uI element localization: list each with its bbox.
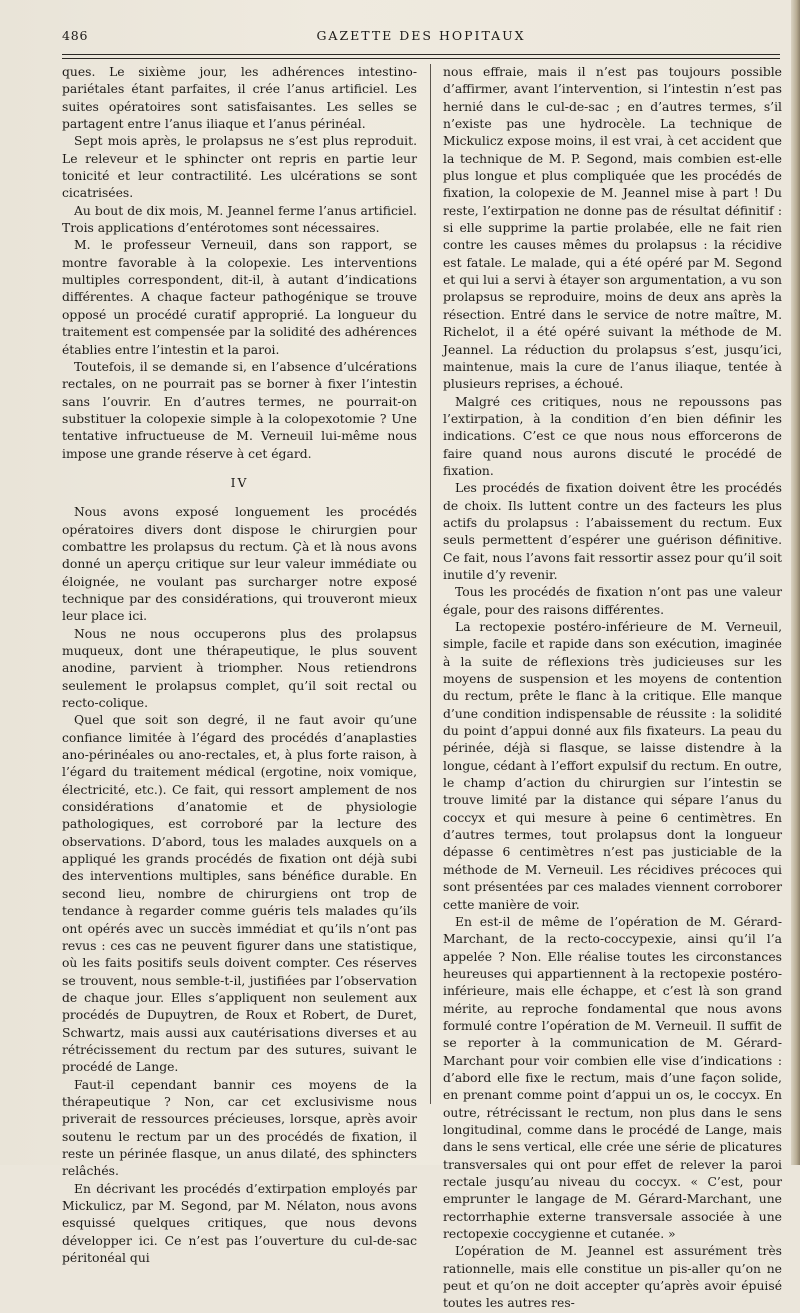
running-title: GAZETTE DES HOPITAUX <box>316 28 526 43</box>
paragraph: Malgré ces critiques, nous ne repoussons pas l’extirpation, à la condition d’en bien définir les indications. C’est ce que nous nous efforcerons de faire quand nous aurons discuté le procédé de fixation. <box>443 394 782 478</box>
paragraph: La rectopexie postéro-inférieure de M. Verneuil, simple, facile et rapide dans son exécution, imaginée à la suite de réflexions très judicieuses sur les moyens de suspension et les moyens de contention du rectum, prête le flanc à la critique. Elle manque d’une condition indispensable de réussite : la solidité du point d’appui donné aux fils fixateurs. La peau du périnée, déjà si flasque, se laisse distendre à la longue, cédant à l’effort expulsif du rectum. En outre, le champ d’action du chirurgien sur l’intestin se trouve limité par la distance qui sépare l’anus du coccyx et qui mesure à peine 6 centimètres. En d’autres termes, tout prolapsus dont la longueur dépasse 6 centimètres n’est pas justiciable de la méthode de M. Verneuil. Les récidives précoces qui sont présentées par ces malades viennent corroborer cette manière de voir. <box>443 620 782 912</box>
paragraph: Quel que soit son degré, il ne faut avoir qu’une confiance limitée à l’égard des procédés d’anaplasties ano-périnéales ou ano-rectales, et, à plus forte raison, à l’égard du traitement médical (ergotine, noix vomique, électricité, etc.). Ce fait, qui ressort amplement de nos considérations d’anatomie et de physiologie pathologiques, est corroboré par la lecture des observations. D’abord, tous les malades auxquels on a appliqué les grands procédés de fixation ont déjà subi des interventions multiples, sans bénéfice durable. En second lieu, nombre de chirurgiens ont trop de tendance à regarder comme guéris tels malades qu’ils ont opérés avec un succès immédiat et qu’ils n’ont pas revus : ces cas ne peuvent figurer dans une statistique, où les faits positifs seuls doivent compter. Ces réserves se trouvent, nous semble-t-il, justifiées par l’observation de chaque jour. Elles s’appliquent non seulement aux procédés de Dupuytren, de Roux et Robert, de Duret, Schwartz, mais aussi aux cautérisations diverses et au rétrécissement du rectum par des sutures, suivant le procédé de Lange. <box>62 713 417 1075</box>
paragraph: ques. Le sixième jour, les adhérences intestino-pariétales étant parfaites, il crée l’anus artificiel. Les suites opératoires sont satisfaisantes. Les selles se partagent entre l’anus iliaque et l’anus périnéal. <box>62 65 417 132</box>
paragraph: Les procédés de fixation doivent être les procédés de choix. Ils luttent contre un des facteurs les plus actifs du prolapsus : l’abaissement du rectum. Eux seuls permettent d’espérer une guérison définitive. Ce fait, nous l’avons fait ressortir assez pour qu’il soit inutile d’y revenir. <box>443 481 782 582</box>
paragraph: Tous les procédés de fixation n’ont pas une valeur égale, pour des raisons différentes. <box>443 585 782 617</box>
paragraph: Nous ne nous occuperons plus des prolapsus muqueux, dont une thérapeutique, le plus souvent anodine, parvient à triompher. Nous retiendrons seulement le prolapsus complet, qu’il soit rectal ou recto-colique. <box>62 626 417 711</box>
left-column <box>62 64 417 1266</box>
paragraph: M. le professeur Verneuil, dans son rapport, se montre favorable à la colopexie. Les interventions multiples correspondent, dit-il, à autant d’indications différentes. A chaque facteur pathogénique se trouve opposé un procédé curatif approprié. La longueur du traitement est compensée par la solidité des adhérences établies entre l’intestin et la paroi. <box>62 238 417 357</box>
paragraph: Nous avons exposé longuement les procédés opératoires divers dont dispose le chirurgien pour combattre les prolapsus du rectum. Çà et là nous avons donné un aperçu critique sur leur valeur immédiate ou éloignée, ne voulant pas surcharger notre exposé technique par des considérations, qui trouveront mieux leur place ici. <box>62 505 417 624</box>
paragraph: En décrivant les procédés d’extirpation employés par Mickulicz, par M. Segond, par M. Nélaton, nous avons esquissé quelques critiques, que nous devons développer ici. Ce n’est pas l’ouverture du cul-de-sac péritonéal qui <box>62 1181 417 1266</box>
paragraph: Toutefois, il se demande si, en l’absence d’ulcérations rectales, on ne pourrait pas se borner à fixer l’intestin sans l’ouvrir. En d’autres termes, ne pourrait-on substituer la colopexie simple à la colopexotomie ? Une tentative infructueuse de M. Verneuil lui-même nous impose une grande réserve à cet égard. <box>62 359 417 461</box>
paragraph: En est-il de même de l’opération de M. Gérard-Marchant, de la recto-coccypexie, ainsi qu’il l’a appelée ? Non. Elle réalise toutes les circonstances heureuses qui appartiennent à la rectopexie postéro-inférieure, mais elle échappe, et c’est là son grand mérite, au reproche fondamental que nous avons formulé contre l’opération de M. Verneuil. Il suffit de se reporter à la communication de M. Gérard-Marchant pour voir combien elle vise d’indications : d’abord elle fixe le rectum, mais d’une façon solide, en prenant comme point d’appui un os, le coccyx. En outre, rétrécissant le rectum, non plus dans le sens longitudinal, comme dans le procédé de Lange, mais dans le sens vertical, elle crée une série de plicatures transversales qui ont pour effet de relever la paroi rectale jusqu’au niveau du coccyx. « C’est, pour emprunter le langage de M. Gérard-Marchant, une rectorrhaphie externe transversale associée à une rectopexie coccygienne et cutanée. » <box>443 914 782 1242</box>
header-rule-thick <box>62 54 780 55</box>
paragraph: nous effraie, mais il n’est pas toujours possible d’affirmer, avant l’intervention, si l’intestin n’est pas hernié dans le cul-de-sac ; en d’autres termes, s’il n’existe pas une hydrocèle. La technique de Mickulicz expose moins, il est vrai, à cet accident que la technique de M. P. Segond, mais combien est-elle plus longue et plus compliquée que les procédés de fixation, la colopexie de M. Jeannel mise à part ! Du reste, l’extirpation ne donne pas de résultat définitif : si elle supprime la partie prolabée, elle ne fait rien contre les causes mêmes du prolapsus : la récidive est fatale. Le malade, qui a été opéré par M. Segond et qui lui a servi à étayer son argumentation, a vu son prolapsus se reproduire, moins de deux ans après la résection. Entré dans le service de notre maître, M. Richelot, il a été opéré suivant la méthode de M. Jeannel. La réduction du prolapsus s’est, jusqu’ici, maintenue, mais la cure de l’anus iliaque, tentée à plusieurs reprises, a échoué. <box>443 65 782 392</box>
page-spine-edge <box>791 0 800 1165</box>
paragraph: Sept mois après, le prolapsus ne s’est plus reproduit. Le releveur et le sphincter ont repris en partie leur tonicité et leur contractilité. Les ulcérations se sont cicatrisées. <box>62 134 417 201</box>
page-header <box>62 28 780 50</box>
paragraph: Faut-il cependant bannir ces moyens de la thérapeutique ? Non, car cet exclusivisme nous priverait de ressources précieuses, lorsque, après avoir soutenu le rectum par un des procédés de fixation, il reste un périnée flasque, un anus dilaté, des sphincters relâchés. <box>62 1077 417 1179</box>
paragraph: L’opération de M. Jeannel est assurément très rationnelle, mais elle constitue un pis-aller qu’on ne peut et qu’on ne doit accepter qu’après avoir épuisé toutes les autres res- <box>443 1244 782 1311</box>
column-divider <box>430 64 431 1104</box>
section-numeral: IV <box>230 475 249 490</box>
header-rule-thin <box>62 58 780 59</box>
page-number: 486 <box>62 28 89 43</box>
paragraph: Au bout de dix mois, M. Jeannel ferme l’anus artificiel. Trois applications d’entérotomes sont nécessaires. <box>62 203 417 236</box>
right-column <box>443 64 782 1311</box>
